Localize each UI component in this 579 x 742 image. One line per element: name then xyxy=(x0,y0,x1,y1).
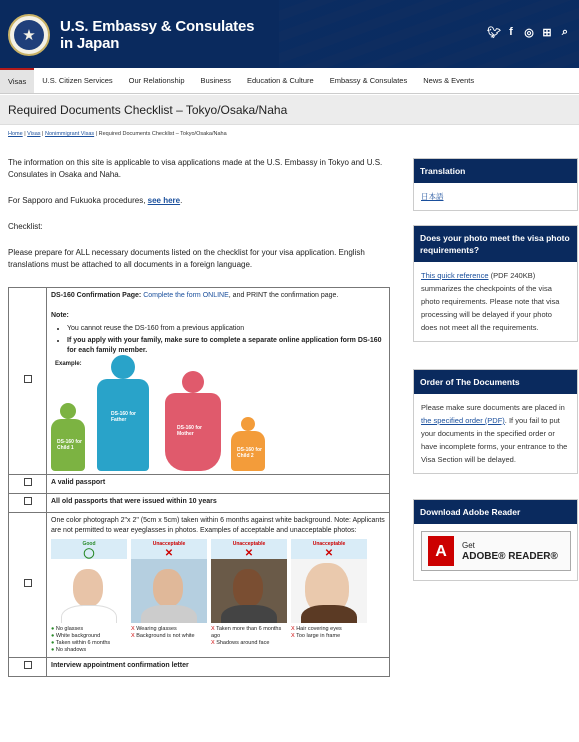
ds160-cell xyxy=(47,288,390,475)
photo-note: White background xyxy=(55,633,101,639)
site-title-line2: in Japan xyxy=(60,35,120,52)
photo-box-body xyxy=(414,262,577,341)
embassy-seal-logo[interactable] xyxy=(8,14,50,56)
main-nav xyxy=(0,68,579,94)
table-row xyxy=(9,658,390,677)
checkbox-cell xyxy=(9,475,47,494)
photo-notes: ● No glasses ● White background ● Taken within 6 months ● No shadows xyxy=(51,626,111,653)
family-child2 xyxy=(231,417,265,471)
tab-news-events[interactable]: News & Events xyxy=(423,76,475,85)
translation-title: Translation xyxy=(414,159,577,183)
passport-text: A valid passport xyxy=(51,479,106,486)
adobe-get: Get xyxy=(462,541,475,550)
photo-requirements-text: One color photograph 2"x 2" (5cm x 5cm) taken within 6 months against white background. Note: Applicants are not permitted to wear eyeglasses in photos. Examples of acceptable and unacceptable photos: xyxy=(51,517,385,534)
old-passports-cell xyxy=(47,494,390,513)
breadcrumb-current: Required Documents Checklist – Tokyo/Osaka/Naha xyxy=(98,131,227,137)
photo-note: Taken within 6 months xyxy=(55,640,111,646)
ds160-rest: , and PRINT the confirmation page. xyxy=(228,292,339,299)
checklist-table xyxy=(8,287,390,677)
photo-note: Wearing glasses xyxy=(136,626,177,632)
specified-order-link[interactable]: the specified order (PDF) xyxy=(421,416,505,425)
complete-form-link[interactable]: Complete the form ONLINE xyxy=(143,292,229,299)
checkbox[interactable] xyxy=(24,478,32,486)
x-mark-icon: ✕ xyxy=(324,548,334,559)
photo-status-label xyxy=(51,539,127,559)
child1-head xyxy=(60,403,76,419)
photo-note: Background is not white xyxy=(136,633,195,639)
father-head xyxy=(111,355,135,379)
photo-shoulder xyxy=(61,605,117,623)
checkbox-cell xyxy=(9,513,47,658)
photo-example-good xyxy=(51,539,127,654)
good-circle-icon: ◯ xyxy=(83,548,95,559)
breadcrumb-nonimmigrant[interactable]: Nonimmigrant Visas xyxy=(45,131,95,137)
photo-face xyxy=(233,569,263,607)
interview-cell xyxy=(47,658,390,677)
social-links xyxy=(487,26,571,39)
site-title[interactable] xyxy=(60,18,254,52)
checkbox-cell xyxy=(9,658,47,677)
checkbox[interactable] xyxy=(24,661,32,669)
intro-paragraph: The information on this site is applicable to visa applications made at the U.S. Embassy in Tokyo and U.S. Consulates in Osaka and Naha. xyxy=(8,158,383,179)
photo-note: No glasses xyxy=(55,626,84,632)
tab-education-culture[interactable]: Education & Culture xyxy=(246,76,314,85)
photo-shoulder xyxy=(221,605,277,623)
photo-status-label xyxy=(211,539,287,559)
adobe-text xyxy=(462,540,558,562)
search-icon[interactable]: ⌕ xyxy=(561,26,569,38)
list-item: • If you apply with your family, make sure to complete a separate online application form DS-160 for each family member. xyxy=(67,336,385,356)
adobe-icon: A xyxy=(428,536,454,566)
father-label: DS-160 for Father xyxy=(97,379,149,471)
adobe-box-title: Download Adobe Reader xyxy=(414,500,577,524)
photo-cell xyxy=(47,513,390,658)
photo-image xyxy=(51,559,127,623)
tab-our-relationship[interactable]: Our Relationship xyxy=(128,76,185,85)
photo-image xyxy=(291,559,367,623)
note-list xyxy=(67,324,385,356)
tab-visas[interactable]: Visas xyxy=(0,68,34,93)
photo-box-text: (PDF 240KB) summarizes the checkpoints of the visa photo requirements. Please note that visa processing will be delayed if your photo does not meet all the requirements. xyxy=(421,271,560,332)
photo-requirements-box xyxy=(413,225,578,342)
example-label: Example: xyxy=(55,361,82,367)
adobe-reader-button[interactable] xyxy=(421,531,571,571)
twitter-icon[interactable]: 🐦︎ xyxy=(487,27,501,39)
translation-box xyxy=(413,158,578,211)
instagram-icon[interactable]: ◎ xyxy=(524,27,534,39)
page-title-bar xyxy=(0,95,579,125)
order-box-title: Order of The Documents xyxy=(414,370,577,394)
table-row xyxy=(9,475,390,494)
photo-note: Hair covering eyes xyxy=(296,626,342,632)
photo-notes: X Hair covering eyes X Too large in frame xyxy=(291,626,342,639)
mother-head xyxy=(182,371,204,393)
old-passports-text: All old passports that were issued within 10 years xyxy=(51,498,217,505)
site-title-line1: U.S. Embassy & Consulates xyxy=(60,18,255,35)
order-box xyxy=(413,369,578,474)
photo-status-text: Good xyxy=(82,541,96,547)
interview-text: Interview appointment confirmation letter xyxy=(51,662,189,669)
photo-status-label xyxy=(291,539,367,559)
photo-note: Taken more than 6 months ago xyxy=(211,626,282,639)
photo-note: Too large in frame xyxy=(296,633,341,639)
checkbox[interactable] xyxy=(24,497,32,505)
photo-status-text: Unacceptable xyxy=(152,541,186,547)
table-row xyxy=(9,288,390,475)
photo-image xyxy=(131,559,207,623)
see-here-link[interactable]: see here xyxy=(147,196,181,205)
x-mark-icon: ✕ xyxy=(244,548,254,559)
photo-example-hair xyxy=(291,539,367,654)
passport-cell xyxy=(47,475,390,494)
table-row xyxy=(9,513,390,658)
photo-shoulder xyxy=(141,605,197,623)
photo-face xyxy=(153,569,183,607)
tab-embassy-consulates[interactable]: Embassy & Consulates xyxy=(329,76,408,85)
prepare-paragraph: Please prepare for ALL necessary documents listed on the checklist for your visa application. English translations must be attached to all documents in a foreign language. xyxy=(8,248,365,269)
japanese-link[interactable]: 日本語 xyxy=(421,192,444,201)
eagle-icon: ★ xyxy=(14,20,44,50)
breadcrumb-visas[interactable]: Visas xyxy=(27,131,41,137)
photo-note: No shadows xyxy=(55,647,87,653)
tab-business[interactable]: Business xyxy=(200,76,231,85)
mother-label: DS-160 for Mother xyxy=(165,393,221,471)
checkbox[interactable] xyxy=(24,579,32,587)
order-text: Please make sure documents are placed in xyxy=(421,403,565,412)
photo-box-title: Does your photo meet the visa photo requirements? xyxy=(414,226,577,262)
table-row xyxy=(9,494,390,513)
ds160-label: DS-160 Confirmation Page: xyxy=(51,292,144,299)
breadcrumb-home[interactable]: Home xyxy=(8,131,23,137)
quick-reference-link[interactable]: This quick reference xyxy=(421,271,489,280)
checkbox-cell xyxy=(9,494,47,513)
checklist-label: Checklist: xyxy=(8,222,43,231)
photo-note: Shadows around face xyxy=(216,640,270,646)
family-illustration xyxy=(51,371,385,471)
sapporo-text: For Sapporo and Fukuoka procedures, xyxy=(8,196,148,205)
page-title: Required Documents Checklist – Tokyo/Osaka/Naha xyxy=(8,103,288,117)
site-header xyxy=(0,0,579,68)
checkbox-cell xyxy=(9,288,47,475)
adobe-name: ADOBE® READER® xyxy=(462,551,558,562)
photo-status-text: Unacceptable xyxy=(312,541,346,547)
photo-notes: X Wearing glasses X Background is not white xyxy=(131,626,195,639)
child1-label: DS-160 for Child 1 xyxy=(51,419,85,471)
checkbox[interactable] xyxy=(24,375,32,383)
x-mark-icon: ✕ xyxy=(164,548,174,559)
main-content xyxy=(8,157,396,285)
photo-notes: X Taken more than 6 months ago X Shadows around face xyxy=(211,626,282,646)
child2-head xyxy=(241,417,255,431)
photo-status-label xyxy=(131,539,207,559)
breadcrumb: Home | Visas | Nonimmigrant Visas | Required Documents Checklist – Tokyo/Osaka/Naha xyxy=(8,131,227,137)
sapporo-paragraph: For Sapporo and Fukuoka procedures, see here. xyxy=(8,196,183,205)
order-text: . If you fail to put your documents in the specified order or have incomplete forms, your entrance to the Visa Section will be delayed. xyxy=(421,416,568,464)
child2-label: DS-160 for Child 2 xyxy=(231,431,265,471)
family-child1 xyxy=(51,403,85,471)
list-item: • You cannot reuse the DS-160 from a previous application xyxy=(67,324,385,334)
family-father xyxy=(97,355,149,471)
photo-example-glasses xyxy=(131,539,207,654)
family-mother xyxy=(165,371,221,471)
photo-face xyxy=(73,569,103,607)
photo-shoulder xyxy=(301,605,357,623)
photo-image xyxy=(211,559,287,623)
photo-example-old xyxy=(211,539,287,654)
adobe-box xyxy=(413,499,578,581)
note-label: Note: xyxy=(51,312,69,319)
facebook-icon[interactable]: f xyxy=(509,26,513,38)
photo-status-text: Unacceptable xyxy=(232,541,266,547)
tab-us-citizen-services[interactable]: U.S. Citizen Services xyxy=(42,76,113,85)
photo-examples xyxy=(51,539,385,654)
plus-icon[interactable]: ⊞ xyxy=(542,27,552,39)
order-box-body xyxy=(414,394,577,473)
